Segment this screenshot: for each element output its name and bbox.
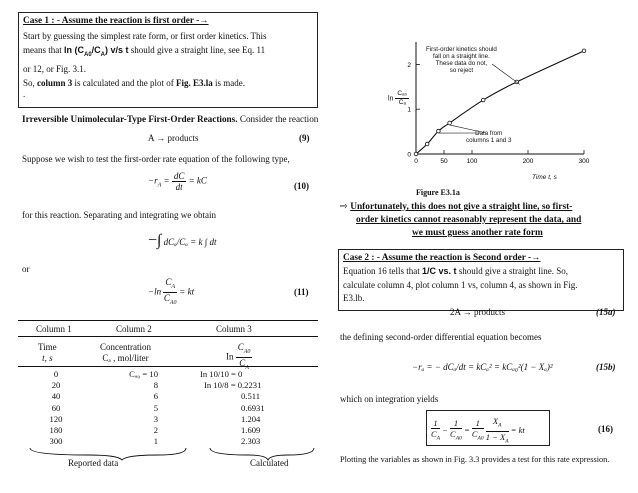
table-row: 1.609 — [241, 425, 261, 436]
data-point — [437, 129, 441, 133]
plot-annotation-1: First-order kinetics should fall on a straight line. These data do not, so reject — [426, 46, 497, 74]
table-sub-col2: Concentration Cₐ , mol/liter — [100, 342, 151, 363]
table-row: 0.6931 — [241, 402, 265, 413]
case1-text — [23, 29, 315, 98]
equation-15b: −rₐ = − dCₐ/dt = kCₐ² = kCₐ₀²(1 − Xₐ)² — [412, 362, 553, 372]
equation-9: A → products — [148, 133, 199, 143]
table-top-rule — [18, 320, 318, 321]
table-row: 120 — [49, 413, 63, 424]
equation-16-number: (16) — [598, 424, 613, 434]
equation-11-number: (11) — [294, 287, 309, 297]
separating-text: for this reaction. Separating and integrating we obtain — [22, 210, 216, 220]
table-row: 180 — [49, 425, 63, 436]
table-footer-left: Reported data — [68, 458, 119, 468]
data-point — [448, 121, 452, 125]
table-row: 5 — [153, 402, 158, 413]
table-sub-rule — [18, 366, 318, 367]
equation-15b-number: (15b) — [596, 362, 616, 372]
or-text: or — [22, 264, 30, 274]
table-sub-col3: In $\frac{C_{A0}}{C_A}$ — [226, 342, 251, 371]
plot-annotation-2: Data from columns 1 and 3 — [466, 130, 512, 144]
case1-title: Case 1 : - Assume the reaction is first order -→ — [23, 16, 209, 26]
equation-16: $\frac{1}{C_A}$ − $\frac{1}{C_{A0}}$ = $\frac{1}{C_{A0}}$ $\frac{X_A}{1 - X_A}$ = kt — [426, 410, 550, 446]
case2-title: Case 2 : - Assume the reaction is Second order -→ — [343, 253, 541, 263]
table-row: In 10/10 = 0 — [200, 369, 243, 379]
equation-10: $-r_A$ = $\frac{dC}{dt}$ = kC — [148, 171, 207, 192]
case2-box — [338, 249, 624, 311]
x-tick-label: 300 — [578, 158, 590, 165]
case1-box — [18, 12, 318, 108]
table-header-col3: Column 3 — [216, 324, 252, 334]
plotting-text: Plotting the variables as shown in Fig. 3.3 provides a test for this rate expression. — [340, 455, 610, 464]
table-col1-values — [36, 369, 76, 447]
table-row: 3 — [153, 413, 158, 424]
data-point — [582, 49, 586, 53]
table-col3-values — [198, 369, 316, 447]
arrow-icon: ⇨ — [340, 201, 348, 212]
y-tick-label: 1 — [407, 106, 411, 114]
table-row: 0 — [53, 369, 59, 379]
case2-text: Equation 16 tells that 1/C vs. t should give a straight line. So, calculate column 4, plot column 1 vs, column 4, as shown in Fig. E3.lb. — [343, 266, 578, 303]
table-row: 300 — [49, 436, 63, 447]
table-row: 2 — [153, 425, 158, 436]
data-point — [414, 152, 418, 156]
data-point — [425, 142, 429, 146]
data-table — [18, 320, 318, 470]
plot-xlabel: Time t, s — [532, 174, 557, 181]
test-text: Suppose we wish to test the first-order rate equation of the following type, — [22, 154, 290, 164]
table-row: 0.511 — [241, 391, 261, 402]
table-header-col2: Column 2 — [116, 324, 152, 334]
table-row: 2.303 — [241, 436, 261, 447]
conclusion-text: ⇨ Unfortunately, this does not give a straight line, so first- order kinetics cannot reasonably represent the data, and we must guess another rate form — [340, 201, 582, 238]
equation-15a: 2A → products — [450, 307, 505, 317]
figure-caption: Figure E3.1a — [416, 188, 460, 197]
table-row: Cₐ₀ = 10 — [129, 369, 158, 379]
plot-ylabel: ln $\frac{\text{Cₐ₀}}{\text{Cₐ}}$ — [388, 90, 408, 106]
case1-line1: Start by guessing the simplest rate form, or first order kinetics. This — [23, 31, 267, 41]
x-tick-label: 0 — [414, 158, 418, 165]
case1-line3: or 12, or Fig. 3.1. — [23, 63, 86, 74]
equation-9-number: (9) — [299, 133, 310, 143]
equation-11: −ln $\frac{C_A}{C_{A0}}$ = kt — [148, 277, 195, 306]
table-header-rule — [18, 336, 318, 337]
table-row: 40 — [51, 391, 61, 402]
table-row: 1.204 — [241, 413, 261, 424]
table-sub-col1: Time t, s — [38, 342, 57, 363]
equation-15a-number: (15a) — [596, 307, 616, 317]
table-row: In 10/8 = 0.2231 — [204, 380, 262, 391]
table-header-col1: Column 1 — [36, 324, 72, 334]
table-footer-right: Calculated — [250, 458, 289, 468]
table-row: 6 — [153, 391, 158, 402]
x-tick-label: 50 — [440, 158, 448, 165]
x-tick-label: 200 — [522, 158, 534, 165]
section-heading: Irreversible Unimolecular-Type First-Order Reactions. Consider the reaction — [22, 114, 319, 124]
case1-line4: So, column 3 is calculated and the plot of Fig. E3.la is made. — [23, 77, 246, 88]
equation-10-number: (10) — [294, 181, 309, 191]
table-row: 60 — [51, 402, 61, 413]
table-col2-values — [118, 369, 188, 447]
case1-dot: . — [23, 88, 26, 99]
figure-e31a — [380, 36, 600, 186]
table-row: 8 — [153, 380, 158, 391]
case1-line2: means that $\ln (C_{A0}/C_A)$ v/s t should give a straight line, see Eq. 11 — [23, 45, 266, 58]
y-tick-label: 0 — [407, 151, 411, 159]
x-tick-label: 100 — [466, 158, 478, 165]
integration-text: which on integration yields — [340, 394, 439, 404]
y-tick-label: 2 — [407, 61, 411, 69]
table-row: 20 — [51, 380, 61, 391]
integral-equation: −∫ dCₐ/Cₐ = k ∫ dt — [148, 232, 217, 249]
defining-text: the defining second-order differential equation becomes — [340, 332, 542, 342]
data-point — [481, 98, 485, 102]
table-row: 1 — [153, 436, 158, 447]
